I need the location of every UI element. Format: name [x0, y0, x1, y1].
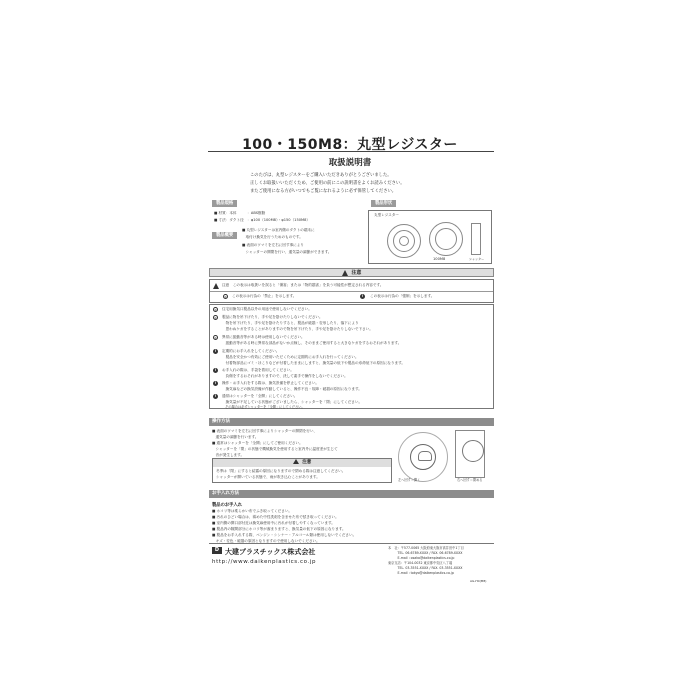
company-logo: D	[212, 547, 222, 554]
caution-item: 振動音等がある時に異常な部品がないか点検し、そのままご使用すると大きなケガをするおそれがあります。	[222, 341, 402, 345]
caution-item: 負傷をするおそれがありますので、決して素手で操作をしないでください。	[222, 374, 348, 378]
caution-item: 異常に振動音等がある時は使用しないでください。	[222, 335, 305, 339]
caution-item: 付着物部品にゴミ・ほこりなどが付着したままにしますと、換気量の低下や製品の寿命低下の原因になります。	[222, 361, 405, 365]
caution-items	[209, 304, 494, 409]
spec-label: 製品規格	[212, 200, 237, 207]
spec-row: ■ 寸法：ダクト径 ：φ100（100M8）・φ150（150M8）	[214, 218, 311, 222]
caution-item: 定期的にお手入れをしてください。	[222, 349, 280, 353]
address-row: TEL. 06-6789-XXXX / FAX. 06-6789-XXXX	[388, 551, 463, 555]
company-url: http://www.daikenplastics.co.jp	[212, 559, 317, 565]
register-front-inner	[435, 228, 457, 250]
prohibit-icon: ⊘	[214, 316, 217, 320]
caution-item: 操作・お手入れをする際は、換気設備を停止してください。	[222, 381, 320, 385]
address-row: E-mail : tokyo@daikenplastics.co.jp	[388, 571, 454, 575]
prohibit-icon: ⊘	[214, 336, 217, 340]
company-name: 大建プラスチックス株式会社	[225, 548, 316, 556]
warning-triangle-icon	[342, 270, 348, 276]
op-caution-row: シャッターが開いている状態で、雨が吹き込むことがあります。	[216, 475, 320, 479]
hand-icon	[418, 451, 432, 461]
op-label-left: 左へ回す＝開く	[398, 478, 421, 482]
caution-item: 製品に物を吊下げたり、手や足を掛けたりしないでください。	[222, 315, 323, 319]
caution-header	[209, 268, 494, 277]
address-row: E-mail : osaka@daikenplastics.co.jp	[388, 556, 455, 560]
footer-rule	[209, 543, 494, 544]
caution-item: 製品を安全かつ有効にご使用いただくために定期的にお手入れを行ってください。	[222, 355, 359, 359]
address-row: 本 社：〒577-0065 大阪府東大阪市高井田中1丁目	[388, 546, 464, 550]
operation-row: シャッターを「閉」の状態で機械換気を使用すると室内外に温度差が生じて	[212, 447, 338, 451]
care-row: ■ ホコリ等は柔らかい布でふき取ってください。	[212, 509, 293, 513]
shape-caption: 丸型レジスター	[374, 213, 399, 217]
operation-row: 通気量の調節を行います。	[212, 435, 259, 439]
register-side-view	[471, 223, 481, 255]
care-row: キズ・変色・破損の原因となりますので使用しないでください。	[212, 539, 320, 543]
operation-caution-box	[212, 458, 392, 483]
caution-item: 思わぬケガをすることがありますので物を吊下げたり、手や足を掛けたりしないで下さい。	[222, 327, 373, 331]
intro-line-2: 正しくお取扱いいただくため、ご使用の前にこの説明書をよくお読みください。	[250, 181, 405, 186]
mandatory-icon: !	[214, 349, 217, 353]
caution-item: 換気量が不足している状態がございましたら、シャッターを「閉」にしてください。	[222, 400, 363, 404]
caution-item: その場合は必ずシャッターを「全開」にしてください。	[222, 405, 305, 409]
outline-row: 取付け換気を行うためのものです。	[242, 235, 303, 239]
op-label-right: 右へ回す＝閉める	[457, 478, 483, 482]
op-caution-row: 冬季は「閉」にすると結露の原因になりますので閉める際は注意してください。	[216, 469, 346, 473]
warning-triangle-icon	[213, 283, 219, 289]
operation-row: 音が発生します。	[212, 453, 245, 457]
mandatory-icon: !	[361, 294, 364, 298]
caution-intro: 注意 この表示は取扱いを誤ると「傷害」または「物的損害」を負う可能性が想定される内容です。	[222, 283, 384, 287]
prohibit-legend: この表示は行為の「禁止」を示します。	[232, 294, 297, 298]
mandatory-icon: !	[214, 381, 217, 385]
caution-legend	[209, 279, 494, 303]
caution-item: 通常はシャッターを「全開」にしてください。	[222, 394, 298, 398]
shape-label: 製品形状	[371, 200, 396, 207]
caution-item: 物を吊下げたり、手や足を掛けたりすると、製品が破損・変形したり、落下により	[222, 321, 359, 325]
operation-knob-side	[462, 440, 484, 462]
outline-row: ■ 丸型レジスターは室内側のダクトの端末に	[242, 228, 315, 232]
care-subheader: 製品のお手入れ	[212, 503, 243, 508]
shape-model: 100M8	[433, 257, 446, 261]
document-title: 100・150M8：丸型レジスター	[242, 137, 458, 153]
operation-row: ■ 表面のツマミを左右に回す事によりシャッターの開閉を行い、	[212, 429, 318, 433]
outline-label: 製品概要	[212, 232, 237, 239]
op-caution-title: 注意	[302, 460, 312, 465]
operation-header: 操作方法	[209, 418, 494, 426]
caution-title: 注意	[351, 270, 362, 276]
document-code: AG-H0(M8)	[470, 579, 487, 583]
caution-item: 換気扇などの換気設備が作動していると、操作不良・故障・破損の原因になります。	[222, 387, 362, 391]
prohibit-icon: ⊘	[224, 295, 227, 299]
mandatory-icon: !	[214, 368, 217, 372]
intro-line-3: またご使用になる方がいつでもご覧になれるように必ず保管してください。	[250, 189, 397, 194]
mandatory-icon: !	[214, 394, 217, 398]
warning-triangle-icon	[293, 459, 299, 464]
care-row: ■ 製品内の隙間部分にホコリ等が溜まりますと、換気量の低下の原因になります。	[212, 527, 346, 531]
address-row: 東京支店：〒104-0032 東京都中央区八丁堀	[388, 561, 453, 565]
document-subtitle: 取扱説明書	[328, 158, 372, 168]
outline-row: ■ 表面のツマミを左右に回す事により	[242, 243, 304, 247]
care-header: お手入れ方法	[209, 490, 494, 498]
product-shape-figure	[368, 210, 492, 264]
address-row: TEL. 03-3551-XXXX / FAX. 03-3551-XXXX	[388, 566, 463, 570]
register-knob	[399, 236, 409, 246]
prohibit-icon: ⊘	[214, 308, 217, 312]
caution-item: お手入れの際は、手袋を着用してください。	[222, 368, 294, 372]
care-row: ■ 製品をお手入れする際、ベンジン・シンナー・アルコール類は使用しないでください。	[212, 533, 357, 537]
op-caution-header	[213, 459, 391, 467]
shape-side-label: シャッター	[469, 257, 484, 261]
legend-divider	[210, 291, 493, 292]
caution-item: 住宅用換気口製品以外の用途で使用しないでください。	[222, 307, 312, 311]
operation-row: ■ 通常はシャッターを「全開」にしてご使用ください。	[212, 441, 303, 445]
title-rule	[208, 151, 494, 152]
force-legend: この表示は行為の「強制」を示します。	[370, 294, 435, 298]
outline-row: シャッターの開閉を行い、通気量の調節ができます。	[242, 250, 332, 254]
care-row: ■ 室内側の開口部付近は換気扇使用中に汚れが付着しやすくなっています。	[212, 521, 335, 525]
spec-row: ■ 材質：本体 ：ABS樹脂	[214, 211, 266, 215]
intro-line-1: このたびは、丸型レジスターをご購入いただきありがとうございました。	[250, 173, 392, 178]
care-row: ■ 汚れのひどい場合は、薄めた中性洗剤を含ませた布で拭き取ってください。	[212, 515, 339, 519]
